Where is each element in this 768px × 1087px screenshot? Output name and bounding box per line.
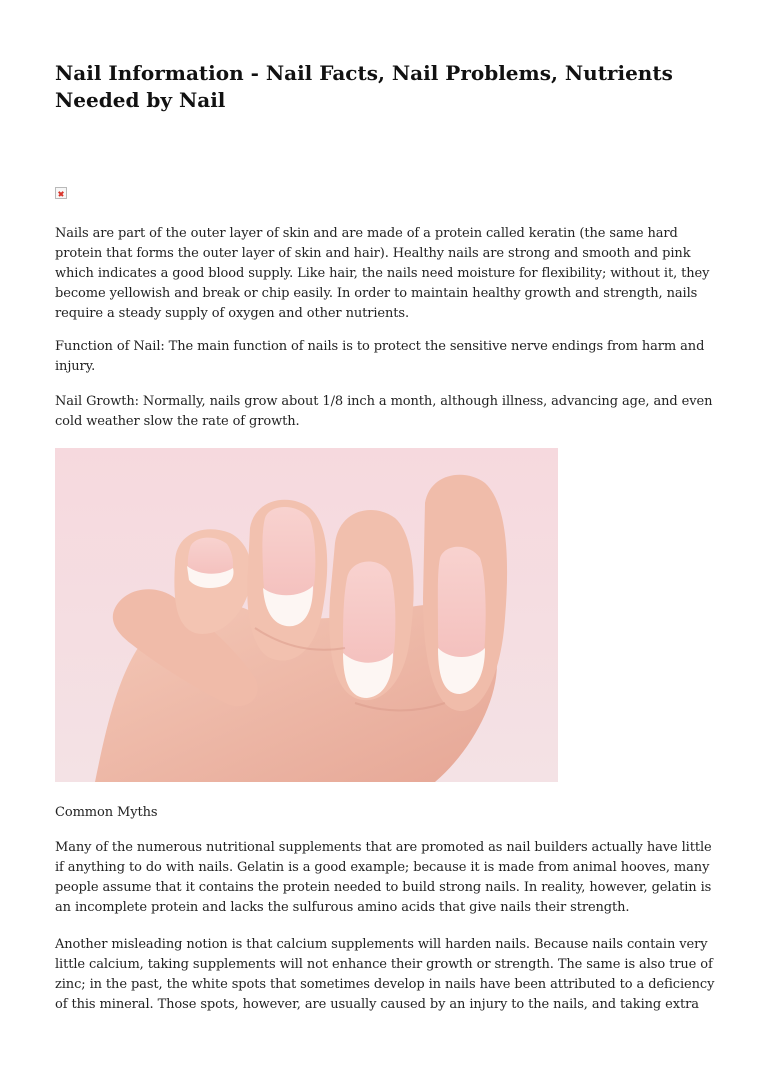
paragraph-myth-calcium: Another misleading notion is that calcium supplements will harden nails. Because nails contain very little calcium, taking supplements will not enhance their growth or strength. The same is also true of zinc; in the past, the white spots that sometimes develop in nails have been attributed to a deficiency of this mineral. Those spots, however, are usually caused by an injury to the nails, and taking extra [55,937,715,1012]
broken-image-icon [55,187,67,199]
paragraph-intro: Nails are part of the outer layer of skin and are made of a protein called keratin (the same hard protein that forms the outer layer of skin and hair). Healthy nails are strong and smooth and pink which indicates a good blood supply. Like hair, the nails need moisture for flexibility; without it, they become yellowish and break or chip easily. In order to maintain healthy growth and strength, nails require a steady supply of oxygen and other nutrients. [55,226,710,321]
hand-illustration [55,448,558,782]
manicured-nails-photo [55,448,558,782]
section-heading-common-myths: Common Myths [55,805,158,820]
paragraph-function: Function of Nail: The main function of nails is to protect the sensitive nerve endings from harm and injury. [55,339,705,374]
page-title: Nail Information - Nail Facts, Nail Problems, Nutrients Needed by Nail [55,61,673,112]
paragraph-myth-gelatin: Many of the numerous nutritional supplements that are promoted as nail builders actually have little if anything to do with nails. Gelatin is a good example; because it is made from animal hooves, many people assume that it contains the protein needed to build strong nails. In reality, however, gelatin is an incomplete protein and lacks the sulfurous amino acids that give nails their strength. [55,840,712,915]
paragraph-growth: Nail Growth: Normally, nails grow about 1/8 inch a month, although illness, advancing age, and even cold weather slow the rate of growth. [55,394,713,429]
